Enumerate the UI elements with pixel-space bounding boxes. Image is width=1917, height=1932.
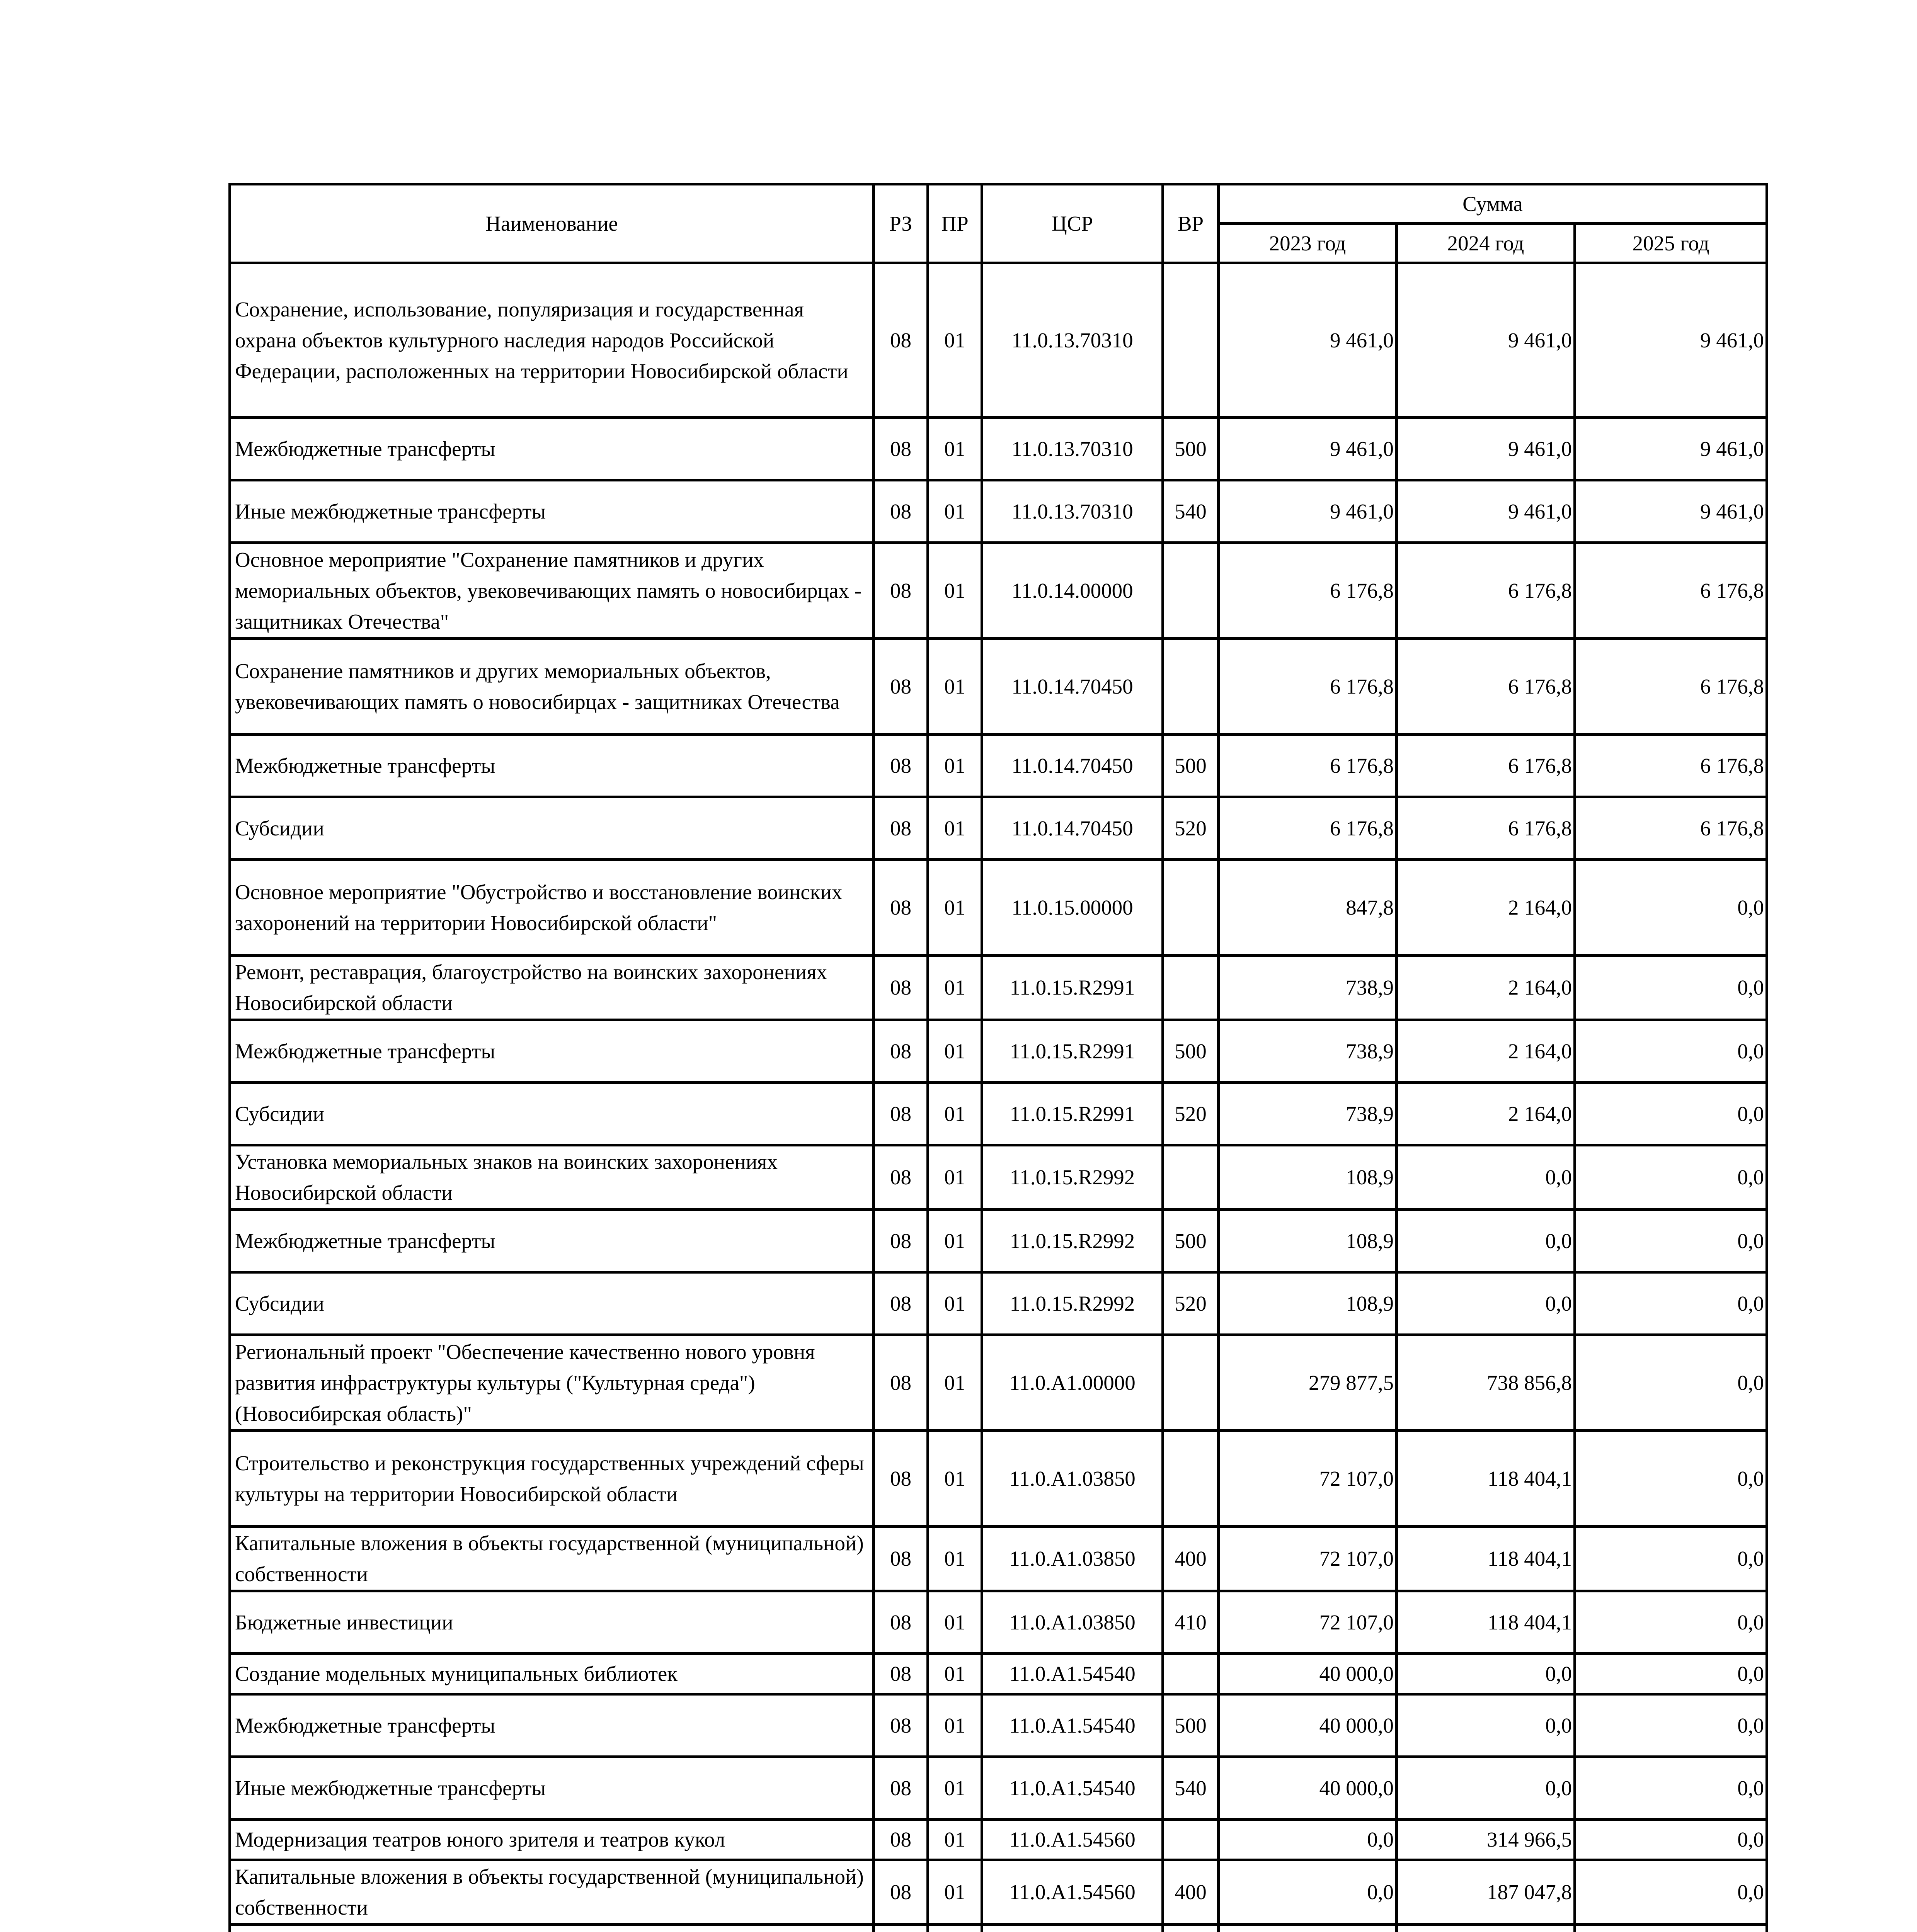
table-row: [230, 1527, 1767, 1591]
cell-y2023: 40 000,0: [1219, 1757, 1397, 1820]
header-name: Наименование: [230, 184, 874, 263]
cell-y2025: 0,0: [1575, 1020, 1767, 1083]
cell-y2024: 118 404,1: [1397, 1527, 1575, 1591]
table-row: [230, 1335, 1767, 1431]
cell-pr: 01: [928, 735, 982, 797]
cell-y2025: 0,0: [1575, 860, 1767, 956]
cell-csr: 11.0.14.00000: [982, 543, 1163, 639]
cell-name: Капитальные вложения в объекты государственной (муниципальной) собственности: [230, 1860, 874, 1925]
cell-vr: 500: [1163, 1020, 1219, 1083]
cell-vr: [1163, 1431, 1219, 1527]
cell-y2024: 0,0: [1397, 1654, 1575, 1694]
cell-rz: 08: [874, 1694, 928, 1757]
cell-y2024: 0,0: [1397, 1210, 1575, 1272]
cell-y2025: 0,0: [1575, 1591, 1767, 1654]
table-row: [230, 797, 1767, 860]
cell-y2023: 72 107,0: [1219, 1431, 1397, 1527]
cell-pr: 01: [928, 1272, 982, 1335]
cell-y2025: 0,0: [1575, 1820, 1767, 1860]
cell-y2025: 0,0: [1575, 1431, 1767, 1527]
cell-pr: 01: [928, 1694, 982, 1757]
cell-rz: 08: [874, 1020, 928, 1083]
cell-y2024: 6 176,8: [1397, 797, 1575, 860]
cell-pr: 01: [928, 1757, 982, 1820]
table-row: [230, 1020, 1767, 1083]
cell-y2023: 738,9: [1219, 1020, 1397, 1083]
table-row: [230, 1820, 1767, 1860]
cell-y2025: 6 176,8: [1575, 639, 1767, 735]
header-2023: 2023 год: [1219, 224, 1397, 263]
cell-rz: 08: [874, 797, 928, 860]
cell-y2025: 0,0: [1575, 1145, 1767, 1210]
header-2025: 2025 год: [1575, 224, 1767, 263]
cell-pr: 01: [928, 639, 982, 735]
cell-y2025: 0,0: [1575, 1083, 1767, 1145]
cell-y2023: [1219, 1925, 1397, 1932]
cell-name: Субсидии: [230, 1083, 874, 1145]
cell-y2024: 118 404,1: [1397, 1591, 1575, 1654]
cell-y2025: 0,0: [1575, 1527, 1767, 1591]
table-row: [230, 480, 1767, 543]
cell-pr: 01: [928, 1210, 982, 1272]
cell-y2023: 6 176,8: [1219, 543, 1397, 639]
cell-pr: 01: [928, 1591, 982, 1654]
table-row: [230, 543, 1767, 639]
cell-y2025: 0,0: [1575, 1694, 1767, 1757]
cell-y2023: 279 877,5: [1219, 1335, 1397, 1431]
cell-csr: 11.0.15.R2991: [982, 1083, 1163, 1145]
cell-y2024: 9 461,0: [1397, 480, 1575, 543]
cell-rz: 08: [874, 1431, 928, 1527]
cell-vr: 400: [1163, 1527, 1219, 1591]
cell-vr: 540: [1163, 480, 1219, 543]
table-row: [230, 1145, 1767, 1210]
cell-rz: 08: [874, 1820, 928, 1860]
cell-rz: 08: [874, 1654, 928, 1694]
cell-y2024: 2 164,0: [1397, 860, 1575, 956]
cell-y2024: 6 176,8: [1397, 735, 1575, 797]
table-row: [230, 1694, 1767, 1757]
cell-y2023: 9 461,0: [1219, 263, 1397, 418]
cell-y2025: 6 176,8: [1575, 797, 1767, 860]
cell-rz: 08: [874, 1591, 928, 1654]
cell-y2025: 6 176,8: [1575, 735, 1767, 797]
cell-vr: [1163, 1145, 1219, 1210]
cell-vr: [1163, 956, 1219, 1020]
cell-vr: 500: [1163, 418, 1219, 480]
cell-y2023: 108,9: [1219, 1272, 1397, 1335]
cell-pr: 01: [928, 1145, 982, 1210]
cell-y2023: 6 176,8: [1219, 797, 1397, 860]
cell-y2023: 738,9: [1219, 956, 1397, 1020]
cell-csr: 11.0.A1.54540: [982, 1654, 1163, 1694]
header-rz: РЗ: [874, 184, 928, 263]
header-sum: Сумма: [1219, 184, 1767, 224]
table-row: [230, 1591, 1767, 1654]
cell-csr: 11.0.A1.54560: [982, 1860, 1163, 1925]
cell-vr: 500: [1163, 1694, 1219, 1757]
cell-y2023: 847,8: [1219, 860, 1397, 956]
cell-name: Ремонт, реставрация, благоустройство на воинских захоронениях Новосибирской области: [230, 956, 874, 1020]
header-pr: ПР: [928, 184, 982, 263]
cell-y2023: 0,0: [1219, 1860, 1397, 1925]
cell-y2024: 9 461,0: [1397, 263, 1575, 418]
cell-y2024: 2 164,0: [1397, 1083, 1575, 1145]
table-row: [230, 1654, 1767, 1694]
cell-rz: 08: [874, 480, 928, 543]
cell-rz: 08: [874, 418, 928, 480]
cell-y2023: 40 000,0: [1219, 1694, 1397, 1757]
cell-y2024: 9 461,0: [1397, 418, 1575, 480]
table-row: [230, 263, 1767, 418]
cell-pr: 01: [928, 1820, 982, 1860]
cell-csr: 11.0.15.R2992: [982, 1145, 1163, 1210]
cell-pr: 01: [928, 1860, 982, 1925]
cell-name: Региональный проект "Обеспечение качественно нового уровня развития инфраструктуры культуры ("Культурная среда") (Новосибирская область)": [230, 1335, 874, 1431]
cell-name: Межбюджетные трансферты: [230, 1020, 874, 1083]
cell-y2024: 6 176,8: [1397, 543, 1575, 639]
table-row: [230, 860, 1767, 956]
cell-rz: [874, 1925, 928, 1932]
cell-pr: 01: [928, 1335, 982, 1431]
cell-rz: 08: [874, 1210, 928, 1272]
cell-csr: 11.0.A1.00000: [982, 1335, 1163, 1431]
cell-y2023: 72 107,0: [1219, 1591, 1397, 1654]
cell-csr: 11.0.13.70310: [982, 418, 1163, 480]
cell-y2024: 2 164,0: [1397, 1020, 1575, 1083]
cell-vr: [1163, 1925, 1219, 1932]
cell-name: Межбюджетные трансферты: [230, 1694, 874, 1757]
cell-vr: 400: [1163, 1860, 1219, 1925]
cell-pr: 01: [928, 956, 982, 1020]
cell-y2023: 0,0: [1219, 1820, 1397, 1860]
cell-vr: 500: [1163, 735, 1219, 797]
cell-vr: [1163, 1820, 1219, 1860]
cell-pr: 01: [928, 1527, 982, 1591]
cell-pr: 01: [928, 1083, 982, 1145]
cell-y2024: [1397, 1925, 1575, 1932]
cell-y2024: 6 176,8: [1397, 639, 1575, 735]
cell-y2024: 0,0: [1397, 1757, 1575, 1820]
cell-vr: [1163, 1654, 1219, 1694]
cell-csr: [982, 1925, 1163, 1932]
cell-y2023: 72 107,0: [1219, 1527, 1397, 1591]
table-row: [230, 1083, 1767, 1145]
cell-vr: [1163, 263, 1219, 418]
cell-y2023: 6 176,8: [1219, 735, 1397, 797]
cell-rz: 08: [874, 1860, 928, 1925]
cell-rz: 08: [874, 735, 928, 797]
cell-csr: 11.0.A1.03850: [982, 1527, 1163, 1591]
cell-name: Субсидии: [230, 797, 874, 860]
cell-y2025: 6 176,8: [1575, 543, 1767, 639]
cell-name: Межбюджетные трансферты: [230, 418, 874, 480]
cell-y2023: 738,9: [1219, 1083, 1397, 1145]
cell-y2025: 9 461,0: [1575, 263, 1767, 418]
cell-name: Межбюджетные трансферты: [230, 735, 874, 797]
cell-name: Установка мемориальных знаков на воинских захоронениях Новосибирской области: [230, 1145, 874, 1210]
cell-y2025: 0,0: [1575, 1210, 1767, 1272]
cell-rz: 08: [874, 1272, 928, 1335]
cell-name: [230, 1925, 874, 1932]
cell-csr: 11.0.15.R2991: [982, 956, 1163, 1020]
cell-csr: 11.0.15.00000: [982, 860, 1163, 956]
cell-name: Межбюджетные трансферты: [230, 1210, 874, 1272]
cell-rz: 08: [874, 543, 928, 639]
cell-y2025: 0,0: [1575, 1757, 1767, 1820]
cell-y2024: 2 164,0: [1397, 956, 1575, 1020]
cell-pr: [928, 1925, 982, 1932]
cell-name: Бюджетные инвестиции: [230, 1591, 874, 1654]
cell-pr: 01: [928, 797, 982, 860]
cell-csr: 11.0.A1.54540: [982, 1757, 1163, 1820]
table-row: [230, 956, 1767, 1020]
cell-csr: 11.0.15.R2992: [982, 1272, 1163, 1335]
cell-y2024: 0,0: [1397, 1145, 1575, 1210]
cell-name: Сохранение, использование, популяризация и государственная охрана объектов культурного наследия народов Российской Федерации, расположенных на территории Новосибирской области: [230, 263, 874, 418]
cell-y2024: 118 404,1: [1397, 1431, 1575, 1527]
cell-y2024: 314 966,5: [1397, 1820, 1575, 1860]
cell-pr: 01: [928, 1654, 982, 1694]
table-row: [230, 639, 1767, 735]
cell-csr: 11.0.A1.03850: [982, 1591, 1163, 1654]
cell-csr: 11.0.A1.03850: [982, 1431, 1163, 1527]
header-2024: 2024 год: [1397, 224, 1575, 263]
cell-y2024: 0,0: [1397, 1694, 1575, 1757]
cell-vr: 410: [1163, 1591, 1219, 1654]
cell-name: Основное мероприятие "Обустройство и восстановление воинских захоронений на территории Новосибирской области": [230, 860, 874, 956]
table-row: [230, 1431, 1767, 1527]
cell-csr: 11.0.14.70450: [982, 735, 1163, 797]
cell-vr: 520: [1163, 797, 1219, 860]
cell-vr: 500: [1163, 1210, 1219, 1272]
cell-y2023: 9 461,0: [1219, 480, 1397, 543]
cell-y2025: 0,0: [1575, 1654, 1767, 1694]
cell-y2023: 9 461,0: [1219, 418, 1397, 480]
cell-name: Иные межбюджетные трансферты: [230, 480, 874, 543]
cell-y2025: 0,0: [1575, 1335, 1767, 1431]
cell-vr: [1163, 860, 1219, 956]
cell-y2025: 9 461,0: [1575, 418, 1767, 480]
cell-vr: 540: [1163, 1757, 1219, 1820]
cell-pr: 01: [928, 418, 982, 480]
table-row: [230, 418, 1767, 480]
cell-rz: 08: [874, 956, 928, 1020]
cell-y2023: 40 000,0: [1219, 1654, 1397, 1694]
cell-csr: 11.0.13.70310: [982, 263, 1163, 418]
cell-vr: [1163, 543, 1219, 639]
cell-name: Модернизация театров юного зрителя и театров кукол: [230, 1820, 874, 1860]
table-body: [230, 263, 1767, 1932]
cell-vr: 520: [1163, 1083, 1219, 1145]
cell-y2023: 108,9: [1219, 1210, 1397, 1272]
table-row: [230, 1272, 1767, 1335]
header-vr: ВР: [1163, 184, 1219, 263]
cell-pr: 01: [928, 1431, 982, 1527]
cell-csr: 11.0.14.70450: [982, 797, 1163, 860]
header-csr: ЦСР: [982, 184, 1163, 263]
cell-pr: 01: [928, 1020, 982, 1083]
cell-y2024: 187 047,8: [1397, 1860, 1575, 1925]
cell-vr: 520: [1163, 1272, 1219, 1335]
cell-name: Сохранение памятников и других мемориальных объектов, увековечивающих память о новосибирцах - защитниках Отечества: [230, 639, 874, 735]
cell-name: Строительство и реконструкция государственных учреждений сферы культуры на территории Новосибирской области: [230, 1431, 874, 1527]
cell-y2025: 0,0: [1575, 1272, 1767, 1335]
cell-rz: 08: [874, 1527, 928, 1591]
cell-csr: 11.0.15.R2991: [982, 1020, 1163, 1083]
cell-y2025: [1575, 1925, 1767, 1932]
budget-table: [228, 183, 1768, 1932]
cell-vr: [1163, 639, 1219, 735]
table-row: [230, 735, 1767, 797]
cell-y2024: 0,0: [1397, 1272, 1575, 1335]
cell-y2025: 9 461,0: [1575, 480, 1767, 543]
cell-y2025: 0,0: [1575, 956, 1767, 1020]
cell-name: Субсидии: [230, 1272, 874, 1335]
cell-rz: 08: [874, 639, 928, 735]
table-row: [230, 1860, 1767, 1925]
cell-name: Основное мероприятие "Сохранение памятников и других мемориальных объектов, увековечивающих память о новосибирцах - защитниках Отечества": [230, 543, 874, 639]
cell-name: Создание модельных муниципальных библиотек: [230, 1654, 874, 1694]
table-header-row: [230, 184, 1767, 224]
cell-rz: 08: [874, 1335, 928, 1431]
cell-csr: 11.0.A1.54540: [982, 1694, 1163, 1757]
cell-rz: 08: [874, 860, 928, 956]
cell-vr: [1163, 1335, 1219, 1431]
table-row: [230, 1925, 1767, 1932]
cell-rz: 08: [874, 1757, 928, 1820]
table-row: [230, 1210, 1767, 1272]
cell-name: Иные межбюджетные трансферты: [230, 1757, 874, 1820]
cell-y2023: 108,9: [1219, 1145, 1397, 1210]
budget-table-container: [228, 183, 1768, 1932]
cell-pr: 01: [928, 480, 982, 543]
cell-name: Капитальные вложения в объекты государственной (муниципальной) собственности: [230, 1527, 874, 1591]
cell-rz: 08: [874, 1145, 928, 1210]
table-row: [230, 1757, 1767, 1820]
cell-csr: 11.0.15.R2992: [982, 1210, 1163, 1272]
cell-csr: 11.0.13.70310: [982, 480, 1163, 543]
cell-rz: 08: [874, 263, 928, 418]
cell-rz: 08: [874, 1083, 928, 1145]
cell-csr: 11.0.14.70450: [982, 639, 1163, 735]
cell-y2024: 738 856,8: [1397, 1335, 1575, 1431]
cell-pr: 01: [928, 543, 982, 639]
cell-pr: 01: [928, 263, 982, 418]
cell-csr: 11.0.A1.54560: [982, 1820, 1163, 1860]
cell-y2025: 0,0: [1575, 1860, 1767, 1925]
cell-pr: 01: [928, 860, 982, 956]
cell-y2023: 6 176,8: [1219, 639, 1397, 735]
